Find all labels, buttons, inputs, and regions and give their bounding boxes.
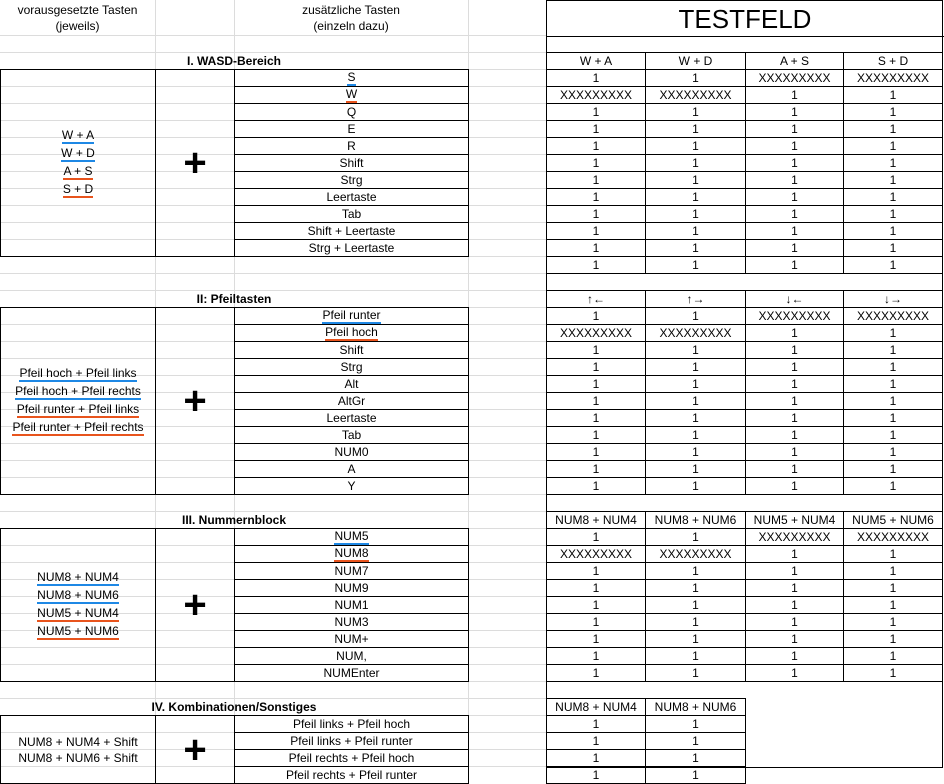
prereq-combo: Pfeil runter + Pfeil rechts xyxy=(12,420,144,434)
result-cell: 1 xyxy=(546,562,646,580)
extra-key-cell xyxy=(234,477,469,495)
extra-key-label: AltGr xyxy=(337,394,366,408)
extra-key-cell xyxy=(234,239,469,257)
extra-key-cell xyxy=(234,528,469,546)
result-cell: 1 xyxy=(843,120,943,138)
extra-key-label: Strg + Leertaste xyxy=(308,241,395,255)
extra-key-label: Pfeil rechts + Pfeil hoch xyxy=(288,751,415,765)
result-cell: 1 xyxy=(745,154,844,172)
plus-sign: + xyxy=(155,69,235,257)
extra-key-cell xyxy=(234,664,469,682)
result-cell: 1 xyxy=(843,137,943,155)
prereq-combo: W + A xyxy=(61,128,95,142)
result-cell: 1 xyxy=(645,426,746,444)
result-cell: 1 xyxy=(645,358,746,376)
result-cell: 1 xyxy=(546,664,646,682)
result-cell: 1 xyxy=(843,460,943,478)
extra-key-cell xyxy=(234,443,469,461)
test-column-header: A + S xyxy=(745,52,844,70)
test-column-header: ↓→ xyxy=(843,290,943,308)
extra-key-cell xyxy=(234,460,469,478)
prereq-combo: NUM8 + NUM4 + Shift xyxy=(18,734,138,749)
result-cell: 1 xyxy=(843,324,943,342)
result-cell: 1 xyxy=(843,222,943,240)
extra-key-label: Alt xyxy=(344,377,359,391)
plus-sign: + xyxy=(155,715,235,784)
extra-key-cell xyxy=(234,545,469,563)
result-cell: 1 xyxy=(745,324,844,342)
result-cell: XXXXXXXXX xyxy=(843,69,943,87)
result-cell: 1 xyxy=(546,154,646,172)
extra-key-label: Pfeil links + Pfeil runter xyxy=(290,734,413,748)
result-cell: 1 xyxy=(645,341,746,359)
extra-key-cell xyxy=(234,596,469,614)
extra-keys-header-subtitle: (einzeln dazu) xyxy=(313,18,389,33)
extra-keys-column-header xyxy=(234,0,468,35)
extra-key-cell xyxy=(234,137,469,155)
result-cell: 1 xyxy=(645,647,746,665)
result-cell: 1 xyxy=(745,562,844,580)
extra-key-label: NUM0 xyxy=(334,445,369,459)
prereq-block xyxy=(0,528,156,682)
testfeld-title: TESTFELD xyxy=(678,3,812,34)
result-cell: 1 xyxy=(745,647,844,665)
section-title: III. Nummernblock xyxy=(181,512,287,527)
result-cell: 1 xyxy=(645,664,746,682)
plus-sign: + xyxy=(155,528,235,682)
result-cell: 1 xyxy=(745,188,844,206)
result-cell: 1 xyxy=(745,103,844,121)
result-cell: 1 xyxy=(843,86,943,104)
result-cell: 1 xyxy=(745,375,844,393)
result-cell: 1 xyxy=(745,545,844,563)
result-cell: 1 xyxy=(546,630,646,648)
result-cell: 1 xyxy=(546,613,646,631)
testfeld-title-divider xyxy=(546,36,944,37)
extra-key-label: Pfeil rechts + Pfeil runter xyxy=(285,768,418,782)
extra-key-cell xyxy=(234,613,469,631)
result-cell: 1 xyxy=(645,749,746,767)
test-column-header: NUM8 + NUM4 xyxy=(546,511,646,529)
grid-line xyxy=(0,273,546,274)
result-cell: 1 xyxy=(546,120,646,138)
result-cell: XXXXXXXXX xyxy=(645,545,746,563)
extra-key-cell xyxy=(234,324,469,342)
result-cell: 1 xyxy=(645,256,746,274)
result-cell: 1 xyxy=(843,562,943,580)
result-cell: 1 xyxy=(645,239,746,257)
result-cell: 1 xyxy=(645,171,746,189)
result-cell: 1 xyxy=(745,596,844,614)
result-cell: 1 xyxy=(645,443,746,461)
result-cell: 1 xyxy=(843,341,943,359)
result-cell: 1 xyxy=(745,256,844,274)
extra-key-cell xyxy=(234,392,469,410)
result-cell: 1 xyxy=(745,409,844,427)
result-cell: 1 xyxy=(546,460,646,478)
extra-key-label: W xyxy=(345,87,358,101)
result-cell: 1 xyxy=(546,579,646,597)
extra-key-cell xyxy=(234,103,469,121)
test-column-header: NUM8 + NUM6 xyxy=(645,511,746,529)
result-cell: 1 xyxy=(546,477,646,495)
result-cell: 1 xyxy=(843,256,943,274)
extra-key-cell xyxy=(234,647,469,665)
result-cell: 1 xyxy=(645,596,746,614)
result-cell: 1 xyxy=(645,188,746,206)
prereq-header-subtitle: (jeweils) xyxy=(55,18,100,33)
result-cell: 1 xyxy=(745,613,844,631)
extra-key-cell xyxy=(234,154,469,172)
result-cell: XXXXXXXXX xyxy=(745,307,844,325)
result-cell: XXXXXXXXX xyxy=(745,69,844,87)
result-cell: 1 xyxy=(745,579,844,597)
result-cell: 1 xyxy=(546,222,646,240)
test-column-header: W + A xyxy=(546,52,646,70)
result-cell: 1 xyxy=(645,630,746,648)
result-cell: XXXXXXXXX xyxy=(546,324,646,342)
extra-key-label: Shift + Leertaste xyxy=(307,224,396,238)
result-cell: 1 xyxy=(546,341,646,359)
result-cell: 1 xyxy=(546,358,646,376)
result-cell: 1 xyxy=(645,120,746,138)
section-title: I. WASD-Bereich xyxy=(186,53,282,68)
result-cell: 1 xyxy=(546,171,646,189)
extra-key-cell xyxy=(234,630,469,648)
result-cell: 1 xyxy=(546,256,646,274)
extra-key-label: Shift xyxy=(339,343,364,357)
extra-key-cell xyxy=(234,409,469,427)
result-cell: 1 xyxy=(546,426,646,444)
extra-key-label: Pfeil runter xyxy=(322,308,381,322)
result-cell: 1 xyxy=(745,137,844,155)
result-cell: 1 xyxy=(645,103,746,121)
prereq-combo: A + S xyxy=(63,164,93,178)
result-cell: 1 xyxy=(745,341,844,359)
result-cell: 1 xyxy=(843,664,943,682)
result-cell: 1 xyxy=(843,630,943,648)
prereq-block xyxy=(0,69,156,257)
result-cell: 1 xyxy=(546,392,646,410)
result-cell: 1 xyxy=(645,732,746,750)
result-cell: 1 xyxy=(843,443,943,461)
extra-key-label: Tab xyxy=(341,428,362,442)
extra-key-label: NUM+ xyxy=(334,632,369,646)
result-cell: 1 xyxy=(843,596,943,614)
result-cell: 1 xyxy=(843,188,943,206)
prereq-combo: S + D xyxy=(62,182,94,196)
result-cell: 1 xyxy=(843,392,943,410)
result-cell: 1 xyxy=(546,647,646,665)
result-cell: 1 xyxy=(546,443,646,461)
extra-key-cell xyxy=(234,358,469,376)
result-cell: 1 xyxy=(645,205,746,223)
result-cell: 1 xyxy=(645,154,746,172)
test-column-header: S + D xyxy=(843,52,943,70)
result-cell: 1 xyxy=(546,409,646,427)
prereq-combo: NUM5 + NUM4 xyxy=(37,606,119,620)
extra-key-cell xyxy=(234,307,469,325)
test-column-header: NUM8 + NUM6 xyxy=(645,698,746,716)
prereq-combo: Pfeil hoch + Pfeil links xyxy=(19,366,137,380)
extra-key-label: NUM, xyxy=(336,649,367,663)
extra-key-label: NUM5 xyxy=(334,529,369,543)
result-cell: XXXXXXXXX xyxy=(843,307,943,325)
result-cell: 1 xyxy=(645,562,746,580)
result-cell: 1 xyxy=(745,460,844,478)
result-cell: 1 xyxy=(546,69,646,87)
result-cell: 1 xyxy=(546,749,646,767)
result-cell: 1 xyxy=(645,579,746,597)
extra-key-label: Strg xyxy=(340,360,363,374)
result-cell: 1 xyxy=(546,205,646,223)
extra-key-label: E xyxy=(347,122,356,136)
result-cell: XXXXXXXXX xyxy=(645,86,746,104)
result-cell: 1 xyxy=(546,596,646,614)
extra-key-label: Leertaste xyxy=(326,190,377,204)
test-column-header: NUM5 + NUM6 xyxy=(843,511,943,529)
prereq-combo: W + D xyxy=(61,146,95,160)
result-cell: 1 xyxy=(843,409,943,427)
result-cell: XXXXXXXXX xyxy=(745,528,844,546)
result-cell: 1 xyxy=(546,239,646,257)
result-cell: 1 xyxy=(745,205,844,223)
result-cell: 1 xyxy=(843,545,943,563)
result-cell: 1 xyxy=(745,664,844,682)
section-title: II: Pfeiltasten xyxy=(196,291,272,306)
result-cell: 1 xyxy=(546,732,646,750)
result-cell: 1 xyxy=(546,375,646,393)
result-cell: 1 xyxy=(843,239,943,257)
extra-key-cell xyxy=(234,188,469,206)
result-cell: XXXXXXXXX xyxy=(546,86,646,104)
result-cell: 1 xyxy=(645,715,746,733)
result-cell: 1 xyxy=(645,477,746,495)
prereq-combo: NUM8 + NUM6 xyxy=(37,588,119,602)
result-cell: 1 xyxy=(745,86,844,104)
result-cell: 1 xyxy=(843,358,943,376)
result-cell: 1 xyxy=(843,205,943,223)
result-cell: 1 xyxy=(645,613,746,631)
test-column-header: W + D xyxy=(645,52,746,70)
result-cell: 1 xyxy=(745,392,844,410)
prereq-header-title: vorausgesetzte Tasten xyxy=(17,2,138,17)
result-cell: XXXXXXXXX xyxy=(546,545,646,563)
result-cell: 1 xyxy=(546,188,646,206)
result-cell: 1 xyxy=(843,375,943,393)
result-cell: 1 xyxy=(645,409,746,427)
result-cell: 1 xyxy=(546,528,646,546)
extra-key-label: S xyxy=(347,70,356,84)
result-cell: 1 xyxy=(745,358,844,376)
grid-line xyxy=(0,35,546,36)
extra-key-cell xyxy=(234,732,469,750)
extra-key-label: Q xyxy=(346,105,357,119)
extra-key-cell xyxy=(234,375,469,393)
prereq-combo: NUM5 + NUM6 xyxy=(37,624,119,638)
result-cell: 1 xyxy=(843,579,943,597)
extra-key-label: Y xyxy=(347,479,356,493)
extra-key-cell xyxy=(234,562,469,580)
extra-key-cell xyxy=(234,69,469,87)
result-cell: 1 xyxy=(546,715,646,733)
extra-key-label: Pfeil hoch xyxy=(325,325,378,339)
extra-key-cell xyxy=(234,86,469,104)
result-cell: 1 xyxy=(745,477,844,495)
extra-key-cell xyxy=(234,205,469,223)
extra-key-label: Tab xyxy=(341,207,362,221)
extra-key-cell xyxy=(234,579,469,597)
extra-key-cell xyxy=(234,715,469,733)
result-cell: 1 xyxy=(546,307,646,325)
extra-key-label: NUM1 xyxy=(334,598,369,612)
result-cell: 1 xyxy=(843,426,943,444)
test-column-header: ↓← xyxy=(745,290,844,308)
result-cell: 1 xyxy=(645,137,746,155)
result-cell: 1 xyxy=(843,154,943,172)
extra-key-cell xyxy=(234,120,469,138)
extra-key-cell xyxy=(234,171,469,189)
prereq-block xyxy=(0,307,156,495)
extra-key-cell xyxy=(234,426,469,444)
extra-key-label: Strg xyxy=(340,173,363,187)
extra-key-cell xyxy=(234,222,469,240)
result-cell: 1 xyxy=(645,375,746,393)
result-cell: 1 xyxy=(745,171,844,189)
extra-key-label: Shift xyxy=(339,156,364,170)
result-cell: XXXXXXXXX xyxy=(645,324,746,342)
result-cell: 1 xyxy=(745,443,844,461)
extra-key-cell xyxy=(234,749,469,767)
extra-key-label: A xyxy=(347,462,356,476)
test-column-header: NUM8 + NUM4 xyxy=(546,698,646,716)
extra-key-label: NUM3 xyxy=(334,615,369,629)
result-cell: 1 xyxy=(645,528,746,546)
result-cell: 1 xyxy=(745,630,844,648)
result-cell: 1 xyxy=(645,460,746,478)
extra-key-cell xyxy=(234,341,469,359)
result-cell: 1 xyxy=(843,647,943,665)
test-column-header: NUM5 + NUM4 xyxy=(745,511,844,529)
result-cell: 1 xyxy=(745,239,844,257)
extra-keys-header-title: zusätzliche Tasten xyxy=(302,2,400,17)
prereq-combo: NUM8 + NUM4 xyxy=(37,570,119,584)
extra-key-label: NUM8 xyxy=(334,546,369,560)
prereq-block xyxy=(0,715,156,784)
result-cell: 1 xyxy=(546,137,646,155)
result-cell: 1 xyxy=(843,103,943,121)
result-cell: 1 xyxy=(645,307,746,325)
result-cell: 1 xyxy=(645,222,746,240)
result-cell: 1 xyxy=(645,69,746,87)
result-cell: 1 xyxy=(745,222,844,240)
prereq-combo: Pfeil hoch + Pfeil rechts xyxy=(15,384,141,398)
extra-key-label: NUMEnter xyxy=(323,666,380,680)
result-cell: 1 xyxy=(843,477,943,495)
prereq-combo: Pfeil runter + Pfeil links xyxy=(16,402,140,416)
result-cell: 1 xyxy=(745,120,844,138)
extra-key-label: NUM9 xyxy=(334,581,369,595)
plus-sign: + xyxy=(155,307,235,495)
extra-key-label: NUM7 xyxy=(334,564,369,578)
result-cell: 1 xyxy=(843,171,943,189)
extra-key-label: Leertaste xyxy=(326,411,377,425)
test-column-header: ↑← xyxy=(546,290,646,308)
section-title: IV. Kombinationen/Sonstiges xyxy=(151,699,317,714)
result-cell: 1 xyxy=(745,426,844,444)
result-cell: 1 xyxy=(843,613,943,631)
result-cell: 1 xyxy=(546,766,646,784)
result-cell: XXXXXXXXX xyxy=(843,528,943,546)
result-cell: 1 xyxy=(645,766,746,784)
result-cell: 1 xyxy=(645,392,746,410)
extra-key-label: Pfeil links + Pfeil hoch xyxy=(292,717,411,731)
prereq-column-header xyxy=(0,0,155,35)
test-column-header: ↑→ xyxy=(645,290,746,308)
extra-key-label: R xyxy=(347,139,356,153)
prereq-combo: NUM8 + NUM6 + Shift xyxy=(18,750,138,765)
result-cell: 1 xyxy=(546,103,646,121)
